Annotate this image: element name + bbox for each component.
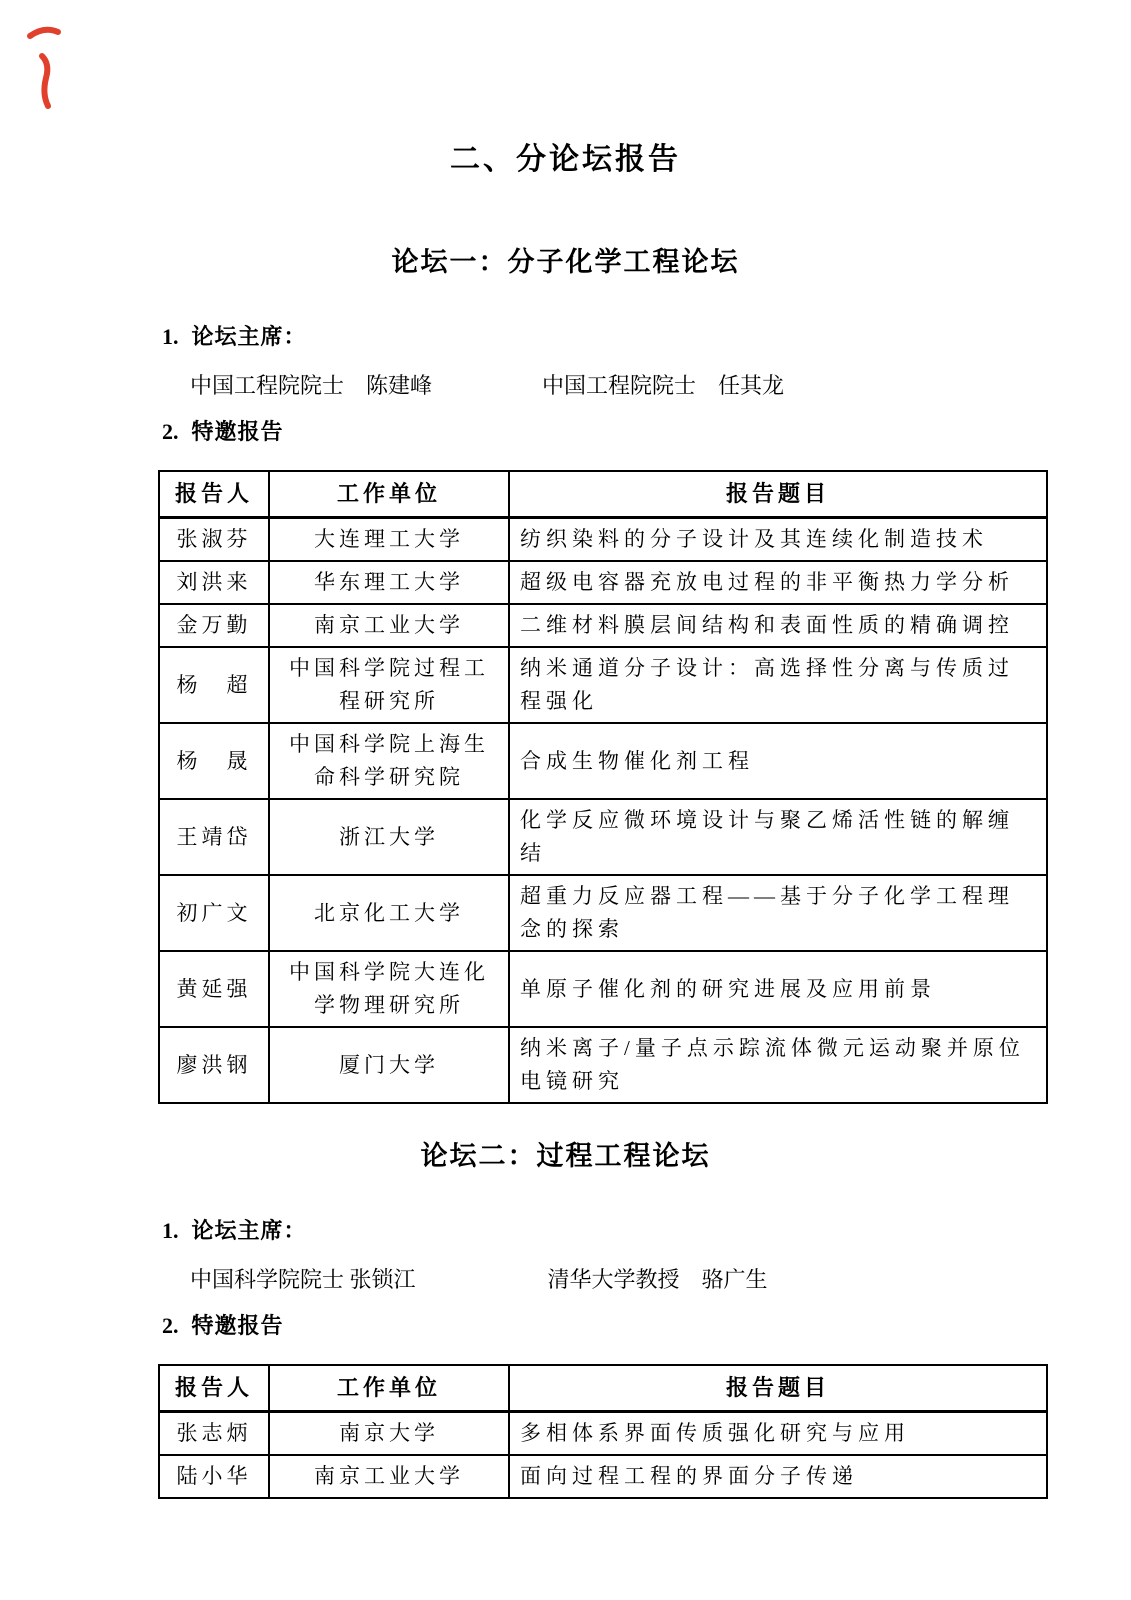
work-unit-cell: 中国科学院过程工程研究所 bbox=[269, 647, 509, 723]
forum-section-1 bbox=[0, 240, 1131, 1104]
speaker-name-cell: 杨 超 bbox=[159, 647, 269, 723]
table-row bbox=[159, 518, 1047, 562]
forum-2-chairs-heading bbox=[162, 1216, 1131, 1245]
table-header-row bbox=[159, 471, 1047, 518]
forum-2-reports-heading bbox=[162, 1311, 1131, 1340]
table-row bbox=[159, 647, 1047, 723]
column-header-work-unit: 工作单位 bbox=[269, 1365, 509, 1412]
speaker-name-cell: 廖洪钢 bbox=[159, 1027, 269, 1103]
table-row bbox=[159, 875, 1047, 951]
column-header-speaker: 报告人 bbox=[159, 1365, 269, 1412]
red-pen-mark bbox=[20, 22, 80, 112]
work-unit-cell: 浙江大学 bbox=[269, 799, 509, 875]
report-title-cell: 化学反应微环境设计与聚乙烯活性链的解缠结 bbox=[509, 799, 1047, 875]
speaker-name-cell: 金万勤 bbox=[159, 604, 269, 647]
table-row bbox=[159, 1455, 1047, 1498]
work-unit-cell: 北京化工大学 bbox=[269, 875, 509, 951]
table-row bbox=[159, 604, 1047, 647]
work-unit-cell: 南京大学 bbox=[269, 1412, 509, 1456]
heading-label: 特邀报告 bbox=[191, 1313, 284, 1338]
red-pen-stroke-bottom bbox=[42, 56, 48, 106]
speaker-name-cell: 陆小华 bbox=[159, 1455, 269, 1498]
heading-label: 论坛主席： bbox=[191, 1218, 307, 1243]
report-title-cell: 纺织染料的分子设计及其连续化制造技术 bbox=[509, 518, 1047, 562]
red-pen-stroke-top bbox=[30, 30, 58, 36]
report-title-cell: 多相体系界面传质强化研究与应用 bbox=[509, 1412, 1047, 1456]
forum-2-chairs-line: 中国科学院院士 张锁江 清华大学教授 骆广生 bbox=[190, 1267, 768, 1292]
work-unit-cell: 华东理工大学 bbox=[269, 561, 509, 604]
table-row bbox=[159, 1027, 1047, 1103]
report-title-cell: 二维材料膜层间结构和表面性质的精确调控 bbox=[509, 604, 1047, 647]
forum-1-reports-heading bbox=[162, 417, 1131, 446]
column-header-work-unit: 工作单位 bbox=[269, 471, 509, 518]
work-unit-cell: 厦门大学 bbox=[269, 1027, 509, 1103]
forum-2-title: 论坛二：过程工程论坛 bbox=[420, 1141, 711, 1171]
table-row bbox=[159, 561, 1047, 604]
table-row bbox=[159, 951, 1047, 1027]
forum-1-chairs-line: 中国工程院院士 陈建峰 中国工程院院士 任其龙 bbox=[190, 373, 785, 398]
column-header-report-title: 报告题目 bbox=[509, 1365, 1047, 1412]
report-title-cell: 面向过程工程的界面分子传递 bbox=[509, 1455, 1047, 1498]
speaker-name-cell: 黄延强 bbox=[159, 951, 269, 1027]
report-title-cell: 超级电容器充放电过程的非平衡热力学分析 bbox=[509, 561, 1047, 604]
column-header-report-title: 报告题目 bbox=[509, 471, 1047, 518]
speaker-name-cell: 王靖岱 bbox=[159, 799, 269, 875]
work-unit-cell: 中国科学院大连化学物理研究所 bbox=[269, 951, 509, 1027]
work-unit-cell: 中国科学院上海生命科学研究院 bbox=[269, 723, 509, 799]
forum-1-chairs-heading bbox=[162, 322, 1131, 351]
report-title-cell: 超重力反应器工程——基于分子化学工程理念的探索 bbox=[509, 875, 1047, 951]
heading-label: 特邀报告 bbox=[191, 419, 284, 444]
table-row bbox=[159, 723, 1047, 799]
speaker-name-cell: 杨 晟 bbox=[159, 723, 269, 799]
speaker-name-cell: 张淑芬 bbox=[159, 518, 269, 562]
speaker-name-cell: 刘洪来 bbox=[159, 561, 269, 604]
heading-number: 1. bbox=[162, 324, 179, 349]
report-title-cell: 单原子催化剂的研究进展及应用前景 bbox=[509, 951, 1047, 1027]
speaker-name-cell: 张志炳 bbox=[159, 1412, 269, 1456]
forum-1-report-table bbox=[158, 470, 1048, 1104]
report-title-cell: 纳米通道分子设计：高选择性分离与传质过程强化 bbox=[509, 647, 1047, 723]
heading-number: 2. bbox=[162, 1313, 179, 1338]
column-header-speaker: 报告人 bbox=[159, 471, 269, 518]
speaker-name-cell: 初广文 bbox=[159, 875, 269, 951]
heading-number: 2. bbox=[162, 419, 179, 444]
forum-1-title: 论坛一：分子化学工程论坛 bbox=[391, 247, 740, 277]
table-row bbox=[159, 1412, 1047, 1456]
heading-number: 1. bbox=[162, 1218, 179, 1243]
report-title-cell: 合成生物催化剂工程 bbox=[509, 723, 1047, 799]
work-unit-cell: 南京工业大学 bbox=[269, 1455, 509, 1498]
forum-section-2 bbox=[0, 1134, 1131, 1499]
work-unit-cell: 南京工业大学 bbox=[269, 604, 509, 647]
report-title-cell: 纳米离子/量子点示踪流体微元运动聚并原位电镜研究 bbox=[509, 1027, 1047, 1103]
page-title: 二、分论坛报告 bbox=[450, 143, 681, 176]
forum-2-report-table bbox=[158, 1364, 1048, 1499]
table-header-row bbox=[159, 1365, 1047, 1412]
table-row bbox=[159, 799, 1047, 875]
heading-label: 论坛主席： bbox=[191, 324, 307, 349]
work-unit-cell: 大连理工大学 bbox=[269, 518, 509, 562]
